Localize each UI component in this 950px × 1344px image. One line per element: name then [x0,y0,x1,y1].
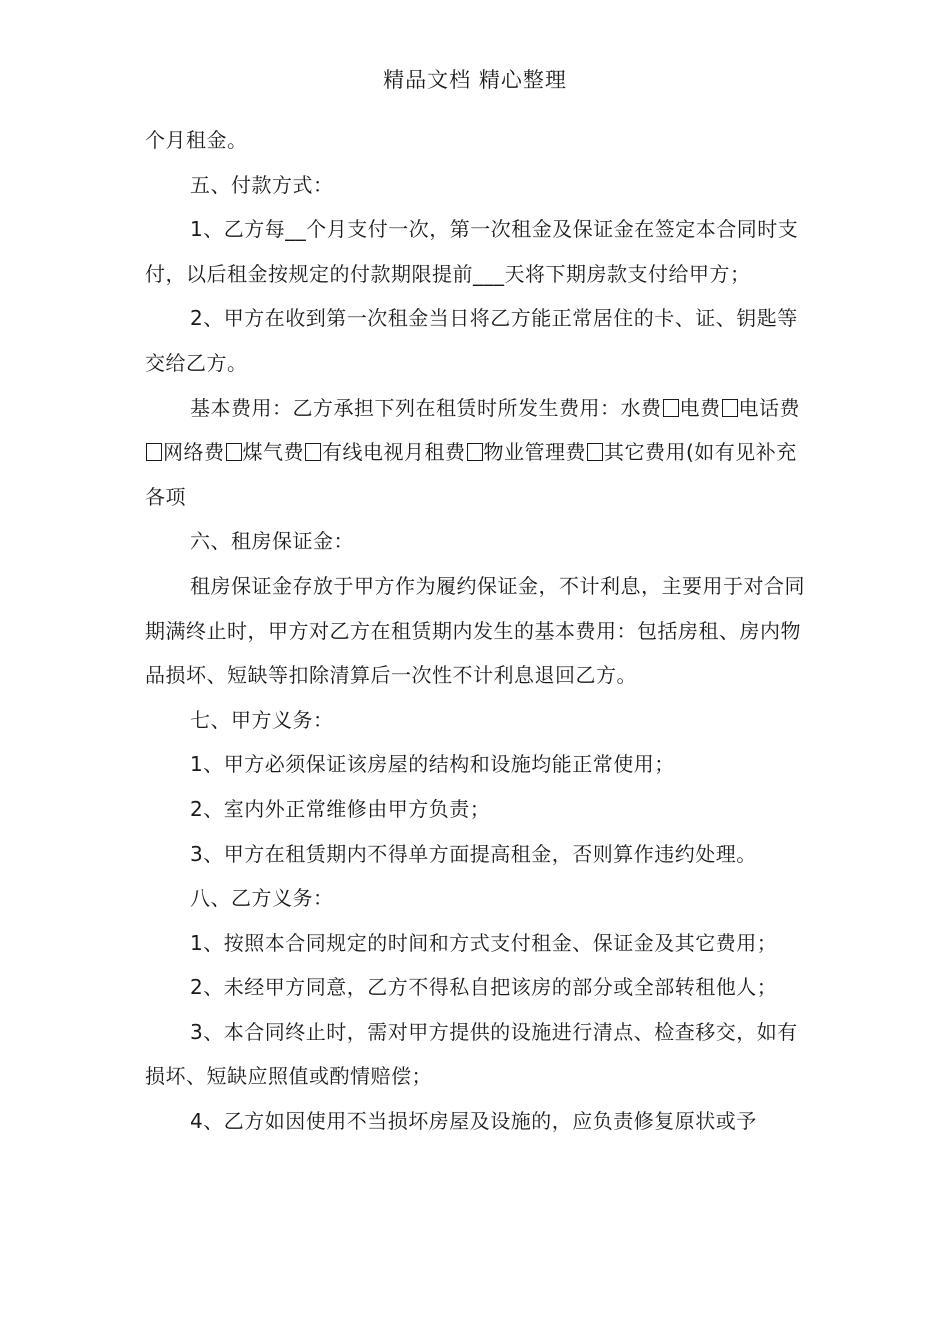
fee-phone: 电话费 [738,395,800,420]
fee-network: 网络费 [163,440,225,465]
paragraph-party-a-1: 1、甲方必须保证该房屋的结构和设施均能正常使用； [190,752,675,777]
fee-property-management: 物业管理费 [483,440,586,465]
checkbox [467,443,483,461]
paragraph-payment-2: 2、甲方在收到第一次租金当日将乙方能正常居住的卡、证、钥匙等交给乙方。 [145,306,798,375]
page-header: 精品文档 精心整理 [383,68,567,92]
paragraph-rent-continuation: 个月租金。 [145,128,248,152]
fee-other: 其它费用(如有见补充各项 [145,440,797,509]
fee-electricity: 电费 [679,395,721,420]
paragraph-basic-fees [145,386,810,520]
checkbox [587,443,603,461]
checkbox [722,399,738,417]
paragraph-party-b-3: 3、本合同终止时，需对甲方提供的设施进行清点、检查移交，如有损坏、短缺应照值或酌情赔偿； [145,1019,798,1089]
section-heading-party-a-duties: 七、甲方义务： [190,707,334,732]
checkbox [663,399,679,417]
section-heading-deposit: 六、租房保证金： [190,529,354,554]
paragraph-party-b-1: 1、按照本合同规定的时间和方式支付租金、保证金及其它费用； [190,930,778,955]
section-heading-payment: 五、付款方式： [190,172,334,197]
fee-gas: 煤气费 [242,440,304,465]
paragraph-payment-1: 1、乙方每__个月支付一次，第一次租金及保证金在签定本合同时支付，以后租金按规定的付款期限提前___天将下期房款支付给甲方； [145,217,799,286]
document-body [145,118,810,1144]
checkbox [305,443,321,461]
basic-fees-label: 基本费用：乙方承担下列在租赁时所发生费用： [190,395,621,420]
fee-cable-tv: 有线电视月租费 [322,440,466,465]
paragraph-party-a-2: 2、室内外正常维修由甲方负责； [190,796,491,821]
paragraph-deposit: 租房保证金存放于甲方作为履约保证金，不计利息，主要用于对合同期满终止时，甲方对乙方在租赁期内发生的基本费用：包括房租、房内物品损坏、短缺等扣除清算后一次性不计利息退回乙方。 [145,573,805,688]
fee-water: 水费 [620,395,662,420]
paragraph-party-b-4: 4、乙方如因使用不当损坏房屋及设施的，应负责修复原状或予 [190,1109,757,1134]
checkbox [146,443,162,461]
checkbox [226,443,242,461]
paragraph-party-b-2: 2、未经甲方同意，乙方不得私自把该房的部分或全部转租他人； [190,975,778,1000]
section-heading-party-b-duties: 八、乙方义务： [190,886,334,911]
paragraph-party-a-3: 3、甲方在租赁期内不得单方面提高租金，否则算作违约处理。 [190,841,757,866]
